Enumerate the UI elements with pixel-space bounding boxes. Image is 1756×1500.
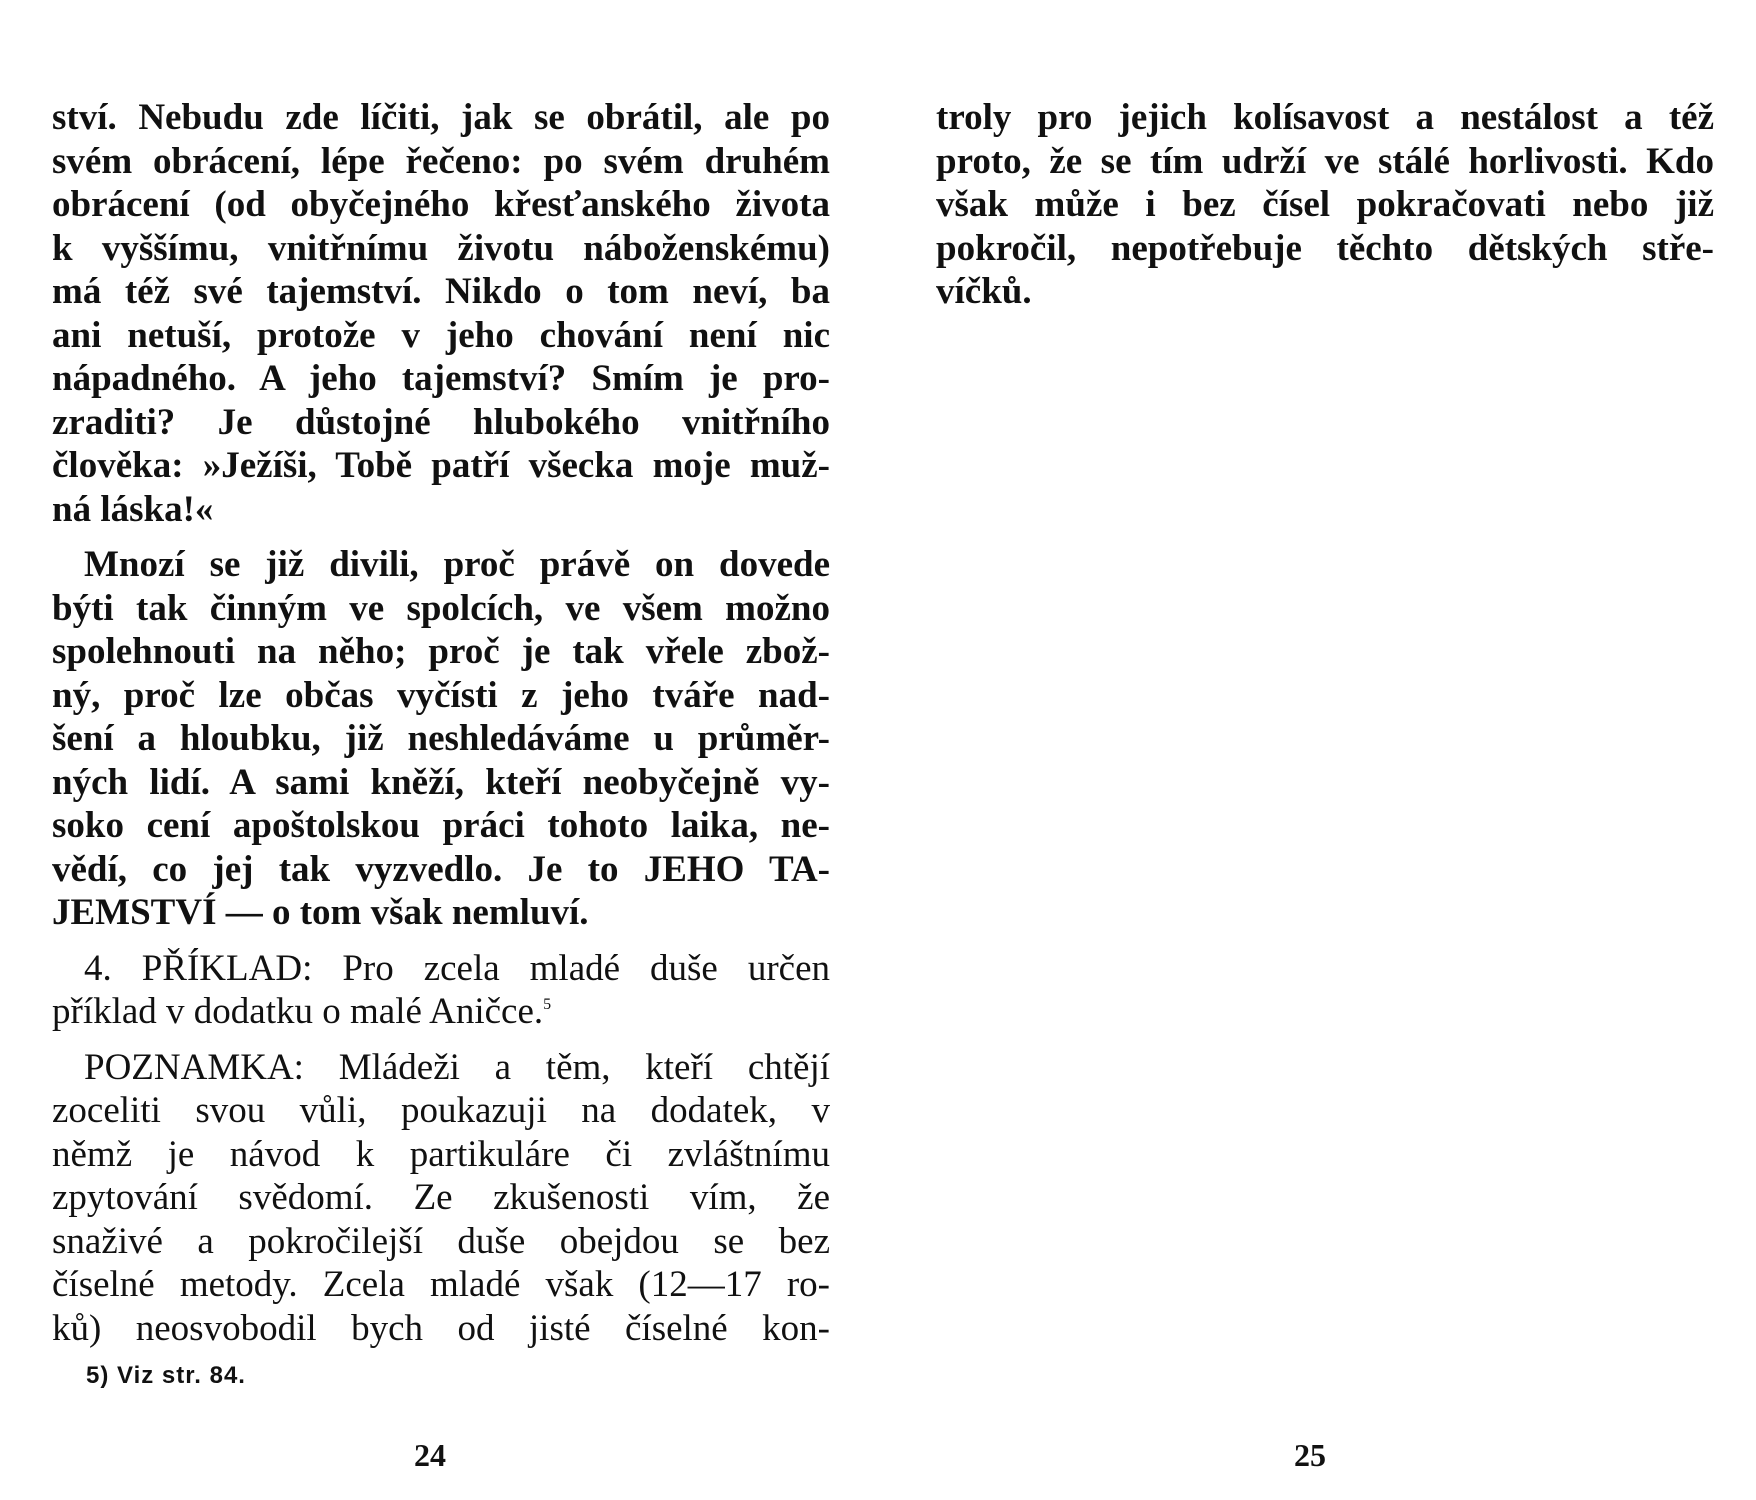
text-line: ků) neosvobodil bych od jisté číselné kon- xyxy=(52,1307,830,1349)
text-line: býti tak činným ve spolcích, ve všem možno xyxy=(52,587,830,629)
paragraph xyxy=(936,96,1714,314)
text-line: pokročil, nepotřebuje těchto dětských stře- xyxy=(936,227,1714,269)
text-line: má též své tajemství. Nikdo o tom neví, ba xyxy=(52,271,830,312)
text-line: zpytování svědomí. Ze zkušenosti vím, že xyxy=(52,1177,830,1218)
text-line: člověka: »Ježíši, Tobě patří všecka moje muž- xyxy=(52,445,830,486)
text-line: zraditi? Je důstojné hlubokého vnitřního xyxy=(52,401,830,443)
paragraph xyxy=(52,947,830,1034)
text-line: šení a hloubku, již neshledáváme u průměr- xyxy=(52,718,830,759)
text-line: víčků. xyxy=(936,271,1032,312)
text-line: ných lidí. A sami kněží, kteří neobyčejně vy- xyxy=(52,761,830,803)
text-line: spolehnouti na něho; proč je tak vřele zbož- xyxy=(52,631,830,672)
text-line: obrácení (od obyčejného křesťanského života xyxy=(52,184,830,225)
text-line: číselné metody. Zcela mladé však (12—17 ro- xyxy=(52,1264,830,1305)
text-line: němž je návod k partikuláre či zvláštnímu xyxy=(52,1133,830,1175)
page-number: 24 xyxy=(414,1437,446,1473)
paragraph xyxy=(52,1046,830,1351)
right-page xyxy=(878,0,1756,1500)
text-line: k vyššímu, vnitřnímu životu náboženskému) xyxy=(52,227,830,269)
text-line: Mnozí se již divili, proč právě on dovede xyxy=(84,544,830,585)
text-line: soko cení apoštolskou práci tohoto laika, ne- xyxy=(52,805,830,846)
text-line: svém obrácení, lépe řečeno: po svém druhém xyxy=(52,140,830,182)
text-line: troly pro jejich kolísavost a nestálost a též xyxy=(936,97,1714,138)
text-line: zoceliti svou vůli, poukazuji na dodatek, v xyxy=(52,1090,830,1131)
text-line: však může i bez čísel pokračovati nebo již xyxy=(936,184,1714,225)
text-line: nápadného. A jeho tajemství? Smím je pro- xyxy=(52,358,830,399)
text-line: 4. PŘÍKLAD: Pro zcela mladé duše určen xyxy=(84,947,830,989)
text-line-content: příklad v dodatku o malé Aničce. xyxy=(52,991,544,1032)
paragraph xyxy=(52,543,830,935)
right-text-column xyxy=(936,96,1714,314)
left-text-column xyxy=(52,96,830,1350)
text-line: JEMSTVÍ — o tom však nemluví. xyxy=(52,892,589,933)
text-line: snaživé a pokročilejší duše obejdou se bez xyxy=(52,1220,830,1262)
text-line: ani netuší, protože v jeho chování není nic xyxy=(52,314,830,356)
text-line: ný, proč lze občas vyčísti z jeho tváře nad- xyxy=(52,674,830,716)
footnote-ref: 5 xyxy=(543,996,552,1013)
text-line xyxy=(52,990,830,1034)
page-number: 25 xyxy=(1294,1437,1326,1473)
footnote: 5) Viz str. 84. xyxy=(86,1362,246,1389)
text-line: vědí, co jej tak vyzvedlo. Je to JEHO TA- xyxy=(52,848,830,890)
text-line: POZNAMKA: Mládeži a těm, kteří chtějí xyxy=(84,1046,830,1088)
text-line: ství. Nebudu zde líčiti, jak se obrátil, ale po xyxy=(52,97,830,138)
text-line: proto, že se tím udrží ve stálé horlivosti. Kdo xyxy=(936,140,1714,182)
text-line: ná láska!« xyxy=(52,488,214,530)
paragraph xyxy=(52,96,830,531)
